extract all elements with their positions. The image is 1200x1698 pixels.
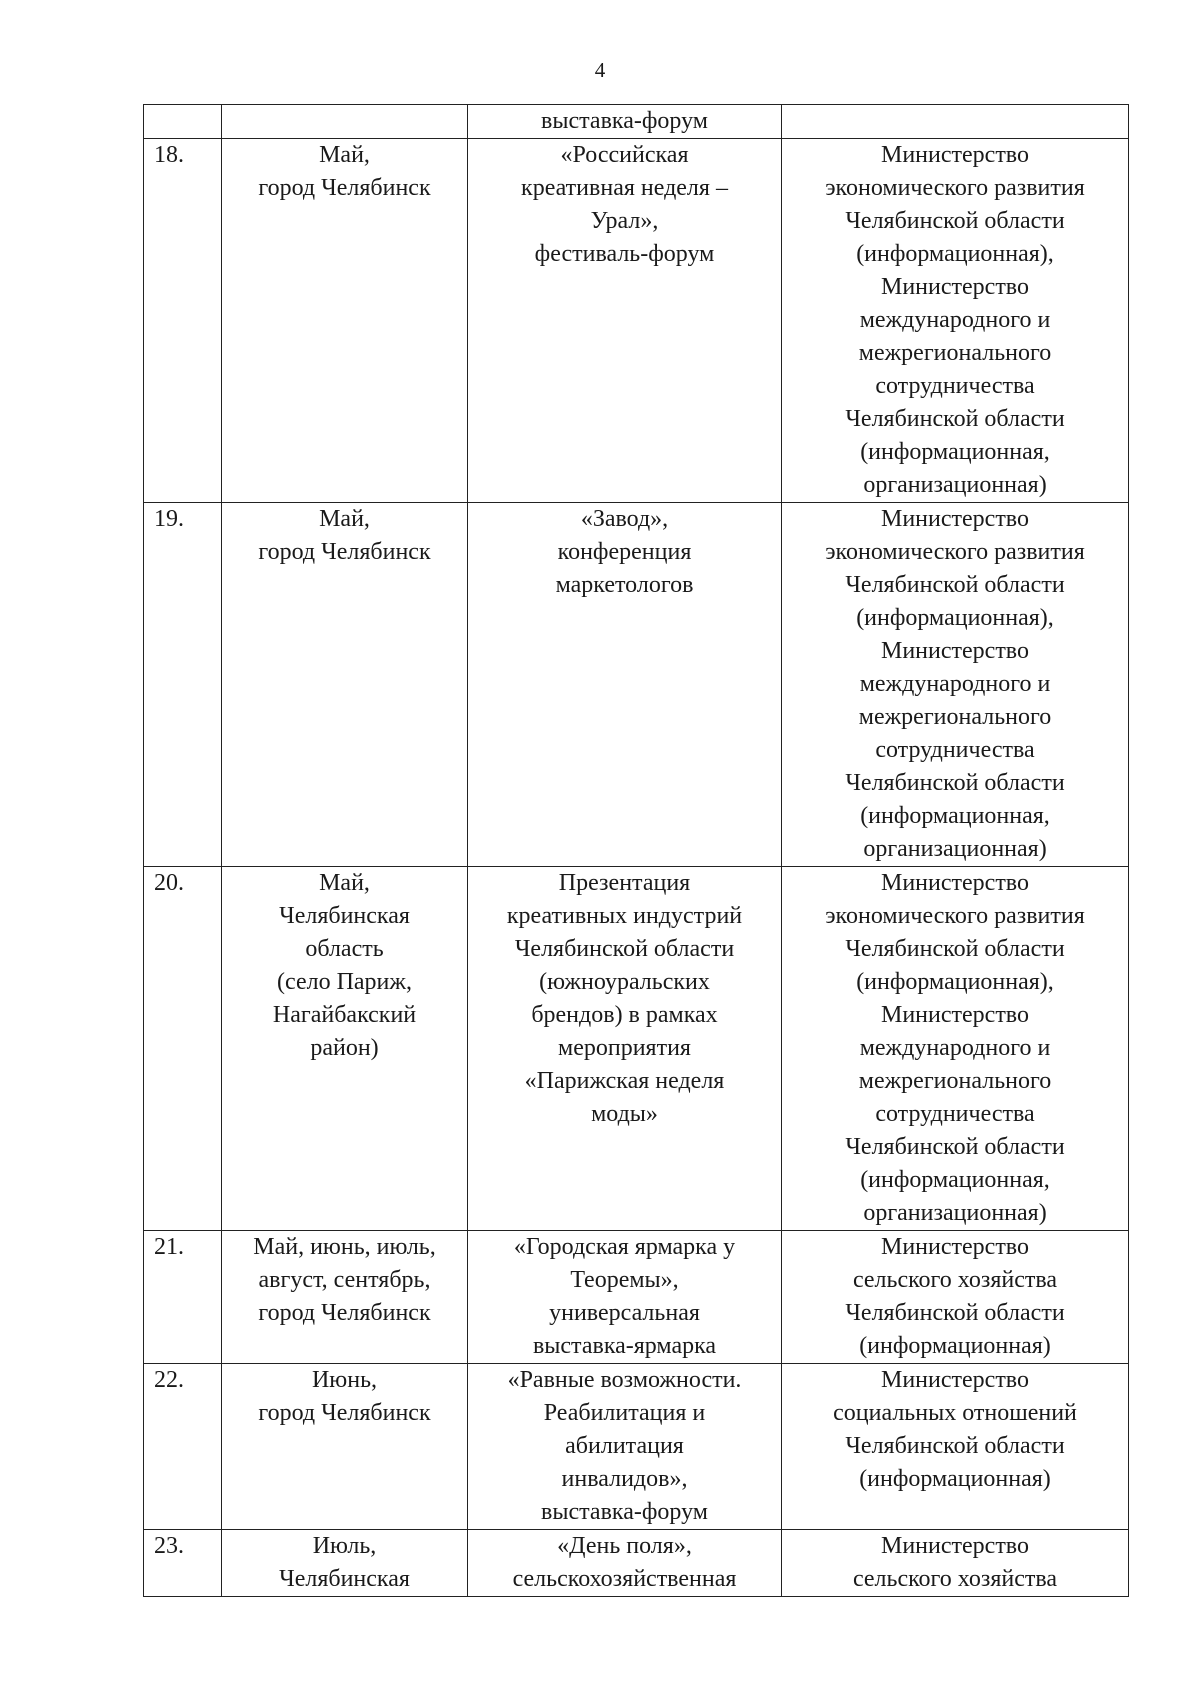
row-date: Май, июнь, июль, август, сентябрь, город Челябинск [222, 1231, 468, 1364]
row-organizer [782, 105, 1129, 139]
row-number: 18. [144, 139, 222, 503]
row-date: Май, город Челябинск [222, 503, 468, 867]
table-row [144, 867, 1129, 1231]
table-row [144, 139, 1129, 503]
table-row [144, 1231, 1129, 1364]
row-event: «Завод», конференция маркетологов [468, 503, 782, 867]
row-date: Май, город Челябинск [222, 139, 468, 503]
table-row [144, 503, 1129, 867]
table-row [144, 1364, 1129, 1530]
row-event: «Городская ярмарка у Теоремы», универсальная выставка-ярмарка [468, 1231, 782, 1364]
row-date: Июль, Челябинская [222, 1530, 468, 1597]
table-row [144, 105, 1129, 139]
row-organizer: Министерство экономического развития Челябинской области (информационная), Министерство международного и межрегионального сотрудничества Челябинской области (информационная, организационная) [782, 139, 1129, 503]
row-event: выставка-форум [468, 105, 782, 139]
table-row [144, 1530, 1129, 1597]
row-organizer: Министерство экономического развития Челябинской области (информационная), Министерство международного и межрегионального сотрудничества Челябинской области (информационная, организационная) [782, 867, 1129, 1231]
row-event: «Равные возможности. Реабилитация и абилитация инвалидов», выставка-форум [468, 1364, 782, 1530]
row-event: Презентация креативных индустрий Челябинской области (южноуральских брендов) в рамках мероприятия «Парижская неделя моды» [468, 867, 782, 1231]
row-date: Май, Челябинская область (село Париж, Нагайбакский район) [222, 867, 468, 1231]
row-organizer: Министерство сельского хозяйства Челябинской области (информационная) [782, 1231, 1129, 1364]
row-organizer: Министерство социальных отношений Челябинской области (информационная) [782, 1364, 1129, 1530]
row-organizer: Министерство сельского хозяйства [782, 1530, 1129, 1597]
row-date: Июнь, город Челябинск [222, 1364, 468, 1530]
row-number [144, 105, 222, 139]
row-number: 19. [144, 503, 222, 867]
page-number: 4 [594, 58, 606, 82]
events-table [143, 104, 1129, 1597]
row-event: «Российская креативная неделя – Урал», фестиваль-форум [468, 139, 782, 503]
row-date [222, 105, 468, 139]
row-number: 20. [144, 867, 222, 1231]
row-number: 21. [144, 1231, 222, 1364]
row-organizer: Министерство экономического развития Челябинской области (информационная), Министерство международного и межрегионального сотрудничества Челябинской области (информационная, организационная) [782, 503, 1129, 867]
row-event: «День поля», сельскохозяйственная [468, 1530, 782, 1597]
row-number: 22. [144, 1364, 222, 1530]
row-number: 23. [144, 1530, 222, 1597]
